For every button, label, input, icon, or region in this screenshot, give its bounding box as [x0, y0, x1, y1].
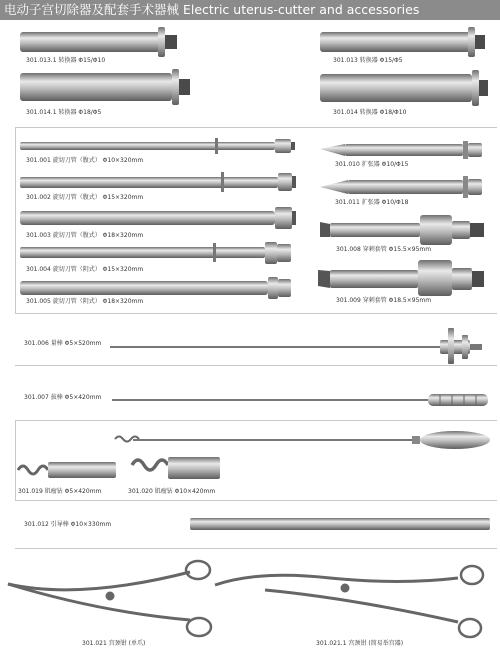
cutter-tube-301-002-image — [20, 172, 296, 192]
item-label-301-009: 301.009 穿刺套管 Φ18.5×95mm — [336, 297, 432, 304]
myoma-drill-long-image — [115, 431, 490, 449]
item-label-301-014-1: 301.014.1 转换器 Φ18/Φ5 — [26, 109, 102, 116]
measuring-rod-301-006-image — [110, 328, 482, 364]
item-label-301-020: 301.020 肌瘤钻 Φ10×420mm — [128, 488, 216, 495]
item-label-301-003: 301.003 旋切刀管（腹式） Φ18×320mm — [26, 232, 144, 239]
cutter-tube-301-004-image — [20, 242, 291, 264]
item-label-301-004: 301.004 旋切刀管（阴式） Φ15×320mm — [26, 266, 144, 273]
item-label-301-006: 301.006 量棒 Φ5×520mm — [24, 340, 102, 347]
dilator-301-011-image — [320, 176, 482, 198]
myoma-drill-301-019-image — [18, 462, 116, 478]
trocar-sleeve-301-009-image — [318, 260, 484, 296]
converter-301-014-1-image — [20, 69, 190, 105]
item-label-301-013-1: 301.013.1 转换器 Φ15/Φ10 — [26, 57, 106, 64]
item-label-301-021: 301.021 宫颈钳 (单爪) — [82, 640, 146, 647]
cervical-forceps-301-021-1-image — [215, 566, 483, 637]
trocar-sleeve-301-008-image — [320, 215, 484, 245]
guide-rod-301-012-image — [190, 518, 490, 530]
cutter-tube-301-003-image — [20, 207, 296, 229]
item-label-301-008: 301.008 穿刺套管 Φ15.5×95mm — [336, 246, 432, 253]
item-label-301-019: 301.019 肌瘤钻 Φ5×420mm — [18, 488, 102, 495]
cervical-forceps-301-021-image — [8, 561, 211, 636]
converter-301-013-image — [320, 27, 485, 57]
item-label-301-005: 301.005 旋切刀管（阴式） Φ18×320mm — [26, 298, 144, 305]
page-title: 电动子宫切除器及配套手术器械 Electric uterus-cutter and accessories — [0, 0, 500, 20]
myoma-drill-301-020-image — [132, 457, 220, 479]
item-label-301-007: 301.007 拔棒 Φ5×420mm — [24, 394, 102, 401]
converter-301-014-image — [320, 70, 488, 106]
item-label-301-002: 301.002 旋切刀管（腹式） Φ15×320mm — [26, 194, 144, 201]
item-label-301-001: 301.001 旋切刀管（腹式） Φ10×320mm — [26, 157, 144, 164]
converter-301-013-1-image — [20, 27, 177, 57]
item-label-301-013: 301.013 转换器 Φ15/Φ5 — [333, 57, 403, 64]
item-label-301-010: 301.010 扩张器 Φ10/Φ15 — [335, 161, 409, 168]
item-label-301-021-1: 301.021.1 宫颈钳 (简易举宫器) — [316, 640, 404, 647]
dilator-301-010-image — [320, 141, 482, 159]
cutter-tube-301-001-image — [20, 138, 295, 154]
extraction-rod-301-007-image — [112, 394, 488, 406]
item-label-301-014: 301.014 转换器 Φ18/Φ10 — [333, 109, 407, 116]
item-label-301-011: 301.011 扩张器 Φ10/Φ18 — [335, 199, 409, 206]
item-label-301-012: 301.012 引导棒 Φ10×330mm — [24, 521, 112, 528]
